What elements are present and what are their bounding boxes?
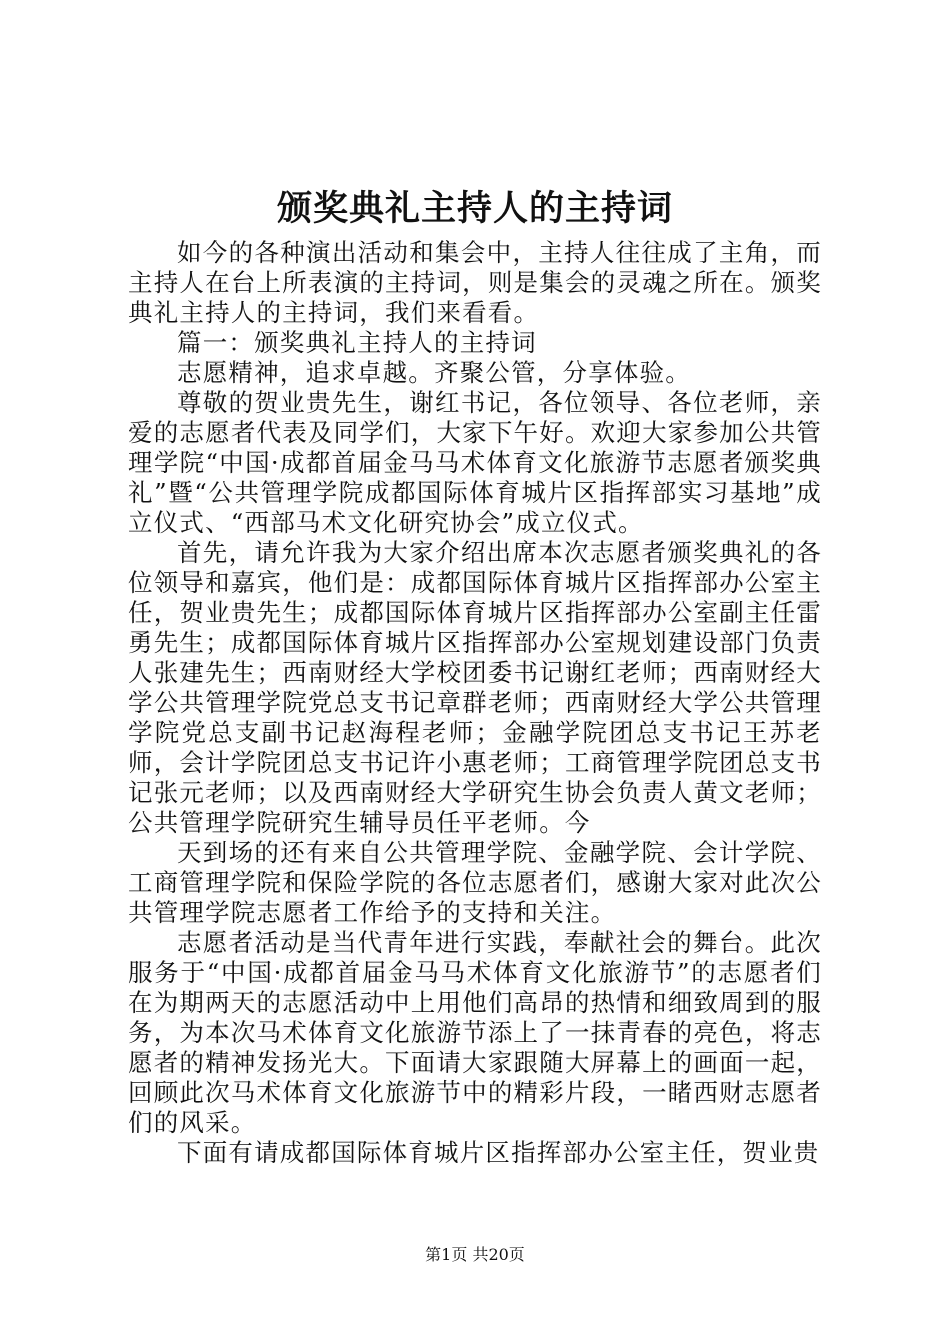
document-body bbox=[128, 238, 822, 1168]
paragraph-greeting: 尊敬的贺业贵先生，谢红书记，各位领导、各位老师，亲爱的志愿者代表及同学们，大家下午好。欢迎大家参加公共管理学院“中国·成都首届金马马术体育文化旅游节志愿者颁奖典礼”暨“公共管理学院成都国际体育城片区指挥部实习基地”成立仪式、“西部马术文化研究协会”成立仪式。 bbox=[128, 388, 822, 537]
document-title: 颁奖典礼主持人的主持词 bbox=[276, 188, 673, 229]
paragraph-section-heading: 篇一：颁奖典礼主持人的主持词 bbox=[177, 328, 537, 357]
paragraph-slogan: 志愿精神，追求卓越。齐聚公管，分享体验。 bbox=[177, 358, 691, 387]
page-number-footer: 第1页 共20页 bbox=[425, 1245, 525, 1264]
paragraph-guest-introduction: 首先，请允许我为大家介绍出席本次志愿者颁奖典礼的各位领导和嘉宾，他们是：成都国际体育城片区指挥部办公室主任，贺业贵先生；成都国际体育城片区指挥部办公室副主任雷勇先生；成都国际体育城片区指挥部办公室规划建设部门负责人张建先生；西南财经大学校团委书记谢红老师；西南财经大学公共管理学院党总支书记章群老师；西南财经大学公共管理学院党总支副书记赵海程老师；金融学院团总支书记王苏老师，会计学院团总支书记许小惠老师；工商管理学院团总支书记张元老师；以及西南财经大学研究生协会负责人黄文老师；公共管理学院研究生辅导员任平老师。今 bbox=[128, 538, 822, 837]
paragraph-volunteer-thanks: 天到场的还有来自公共管理学院、金融学院、会计学院、工商管理学院和保险学院的各位志愿者们，感谢大家对此次公共管理学院志愿者工作给予的支持和关注。 bbox=[128, 838, 822, 927]
paragraph-volunteer-activity: 志愿者活动是当代青年进行实践，奉献社会的舞台。此次服务于“中国·成都首届金马马术体育文化旅游节”的志愿者们在为期两天的志愿活动中上用他们高昂的热情和细致周到的服务，为本次马术体育文化旅游节添上了一抹青春的亮色，将志愿者的精神发扬光大。下面请大家跟随大屏幕上的画面一起，回顾此次马术体育文化旅游节中的精彩片段，一睹西财志愿者们的风采。 bbox=[128, 928, 822, 1137]
paragraph-next-speaker: 下面有请成都国际体育城片区指挥部办公室主任，贺业贵 bbox=[177, 1138, 820, 1167]
paragraph-intro: 如今的各种演出活动和集会中，主持人往往成了主角，而主持人在台上所表演的主持词，则是集会的灵魂之所在。颁奖典礼主持人的主持词，我们来看看。 bbox=[128, 238, 822, 327]
